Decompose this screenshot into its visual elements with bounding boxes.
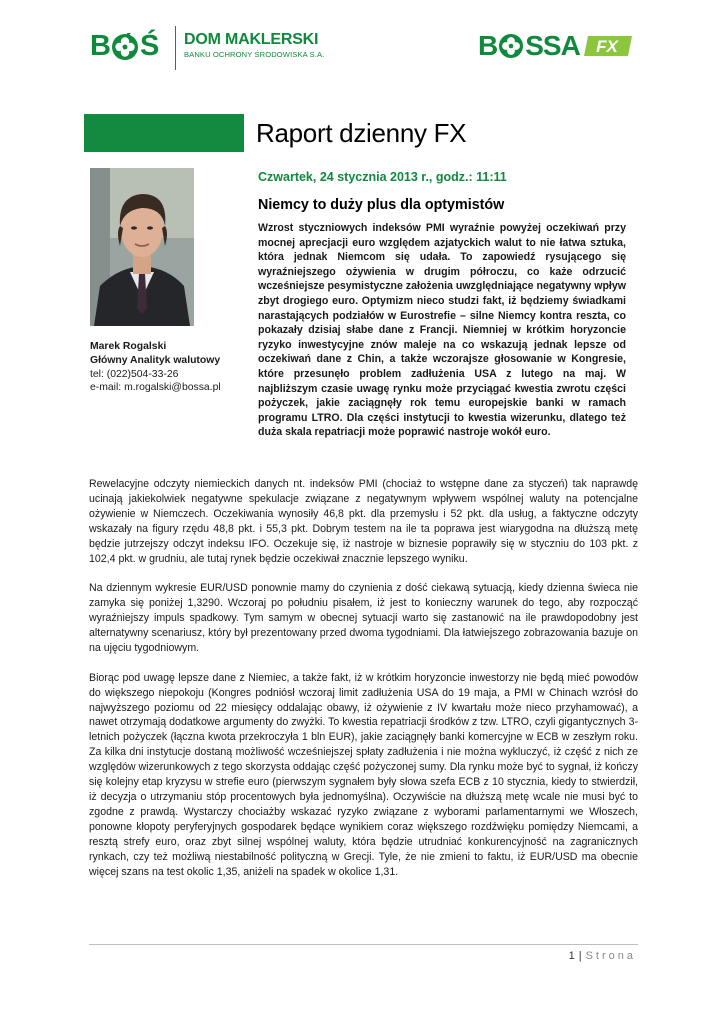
clover-icon bbox=[498, 33, 524, 59]
author-phone: tel: (022)504-33-26 bbox=[90, 368, 179, 380]
report-body bbox=[89, 477, 638, 894]
fx-badge-icon bbox=[584, 35, 632, 57]
footer-divider bbox=[89, 944, 638, 945]
body-paragraph: Rewelacyjne odczyty niemieckich danych nt. indeksów PMI (chociaż to wstępne dane za styczeń) tak naprawdę ucinają jakiekolwiek negatywne spekulacje związane z negatywnym wpływem wspólnej waluty na potencjalne ożywienie w Niemczech. Oczekiwania wynosiły 46,8 pkt. dla przemysłu i 52 pkt. dla usług, a faktyczne odczyty wskazały na figury rzędu 48,8 pkt. i 55,3 pkt. Dobrym testem na ile ta poprawa jest wiarygodna na dłuższą metę będzie jutrzejszy odczyt indeksu IFO. Oczekuje się, iż nastroje w biznesie poprawiły się w styczniu do 103 pkt. z 102,4 pkt. w grudniu, ale tutaj rynek będzie oczekiwał znacznie lepszego wyniku. bbox=[89, 478, 638, 565]
lead-paragraph: Wzrost styczniowych indeksów PMI wyraźnie powyżej oczekiwań przy mocnej aprecjacji euro względem azjatyckich walut to nie łatwa sztuka, która jednak Niemcom się udała. To zapowiedź rysującego się wyraźniejszego ożywienia w drugim półroczu, co każe odrzucić wcześniejsze pesymistyczne założenia uwzględniające negatywny wpływ zbyt drogiego euro. Optymizm nieco studzi fakt, iż będziemy świadkami narastających podziałów w Eurostrefie – silne Niemcy kontra reszta, co pokazały dzisiaj słabe dane z Francji. Niemniej w krótkim horyzoncie ryzyko inwestycyjne znów maleje na co wskazują jednak lepsze od oczekiwań dane z Chin, a także wczorajsze głosowanie w Kongresie, które przesunęło problem zadłużenia USA z lutego na maj. W najbliższym czasie uwagę rynku może przyciągać kwestia zwrotu części pożyczek, jakie zaciągnęły rok temu europejskie banki w ramach programu LTRO. Dla części instytucji to kwestia wizerunku, dlatego też duża skala repatriacji może poprawić nastroje wokół euro. bbox=[258, 222, 626, 439]
svg-text:FX: FX bbox=[595, 37, 618, 56]
logo-divider bbox=[175, 26, 176, 70]
bos-dom-maklerski-logo bbox=[90, 26, 340, 70]
author-email: e-mail: m.rogalski@bossa.pl bbox=[90, 382, 221, 394]
report-title: Raport dzienny FX bbox=[256, 118, 467, 148]
page-label: Strona bbox=[585, 950, 636, 962]
footer-separator: | bbox=[578, 950, 582, 962]
bos-wordmark: B Ś bbox=[90, 30, 159, 62]
author-name: Marek Rogalski bbox=[90, 341, 167, 352]
logo-subtitle: BANKU OCHRONY ŚRODOWISKA S.A. bbox=[184, 50, 325, 59]
author-role: Główny Analityk walutowy bbox=[90, 354, 221, 366]
report-headline: Niemcy to duży plus dla optymistów bbox=[258, 197, 505, 213]
bossa-fx-logo: B SSA FX bbox=[478, 28, 648, 64]
page-number: 1 bbox=[568, 950, 575, 962]
report-date: Czwartek, 24 stycznia 2013 r., godz.: 11:11 bbox=[258, 170, 507, 184]
author-info bbox=[90, 340, 240, 395]
title-accent-bar bbox=[84, 114, 244, 152]
bos-logo-text bbox=[184, 31, 354, 60]
author-photo bbox=[90, 168, 194, 326]
page-footer bbox=[569, 950, 636, 962]
body-paragraph: Na dziennym wykresie EUR/USD ponownie mamy do czynienia z dość ciekawą sytuacją, kiedy dzienna świeca nie zamyka się poniżej 1,3290. Wczoraj po południu pisałem, iż jest to konieczny warunek do tego, aby rozpocząć wyraźniejszy impuls spadkowy. Tym samym w obecnej sytuacji warto się zastanowić na ile prawdopodobny jest alternatywny scenariusz, który był prezentowany przed dwoma tygodniami. Dla łatwiejszego zobrazowania bazuje on na ujęciu tygodniowym. bbox=[89, 582, 638, 654]
body-paragraph: Biorąc pod uwagę lepsze dane z Niemiec, a także fakt, iż w krótkim horyzoncie inwestorzy nie będą mieć powodów do większego niepokoju (Kongres podniósł wczoraj limit zadłużenia USA do 19 maja, a PMI w Chinach wzrósł do najwyższego poziomu od 22 miesięcy oddalając obawy, iż ożywienie z IV kwartału może nieco przyhamować), a nawet otrzymają dodatkowe argumenty do zwyżki. To kwestia repatriacji środków z tzw. LTRO, czyli gigantycznych 3-letnich pożyczek (łączna kwota przekroczyła 1 bln EUR), jakie zaciągnęły banki komercyjne w ECB w zeszłym roku. Za kilka dni instytucje dostaną możliwość wcześniejszej spłaty zadłużenia i nie można wykluczyć, iż część z nich ze względów wizerunkowych z tego skorzysta oddając część pożyczonej sumy. Dla rynku może być to sygnał, iż kończy się kolejny etap kryzysu w strefie euro (pierwszym sygnałem były słowa szefa ECB z 10 stycznia, kiedy to stwierdził, iż decyzja o utrzymaniu stóp procentowych była jednomyślna). Oczywiście na dłuższą metę wcale nie musi być to zgodne z prawdą. Wystarczy chociażby wskazać ryzyko związane z wyborami parlamentarnymi we Włoszech, ponowne kłopoty peryferyjnych gospodarek będące wynikiem coraz większego rozdźwięku pomiędzy Niemcami, a resztą strefy euro, oraz zbyt silnej wspólnej waluty, która będzie utrudniać konkurencyjność na zagranicznych rynkach, czy też możliwą niestabilność polityczną w Grecji. Tyle, że nie zmieni to faktu, iż EUR/USD ma obecnie więcej szans na test okolic 1,35, aniżeli na spadek w okolice 1,31. bbox=[89, 671, 638, 878]
logo-title: DOM MAKLERSKI bbox=[184, 31, 319, 48]
clover-icon bbox=[111, 33, 139, 61]
